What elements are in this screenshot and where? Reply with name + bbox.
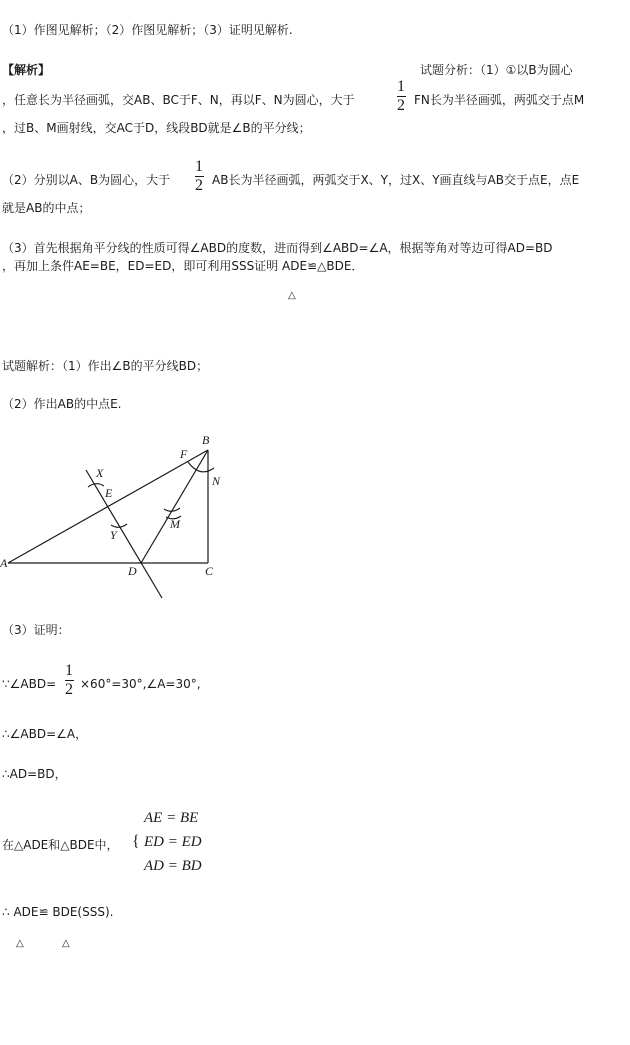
fraction-denominator: 2 — [65, 681, 73, 698]
proof-line2: ∴∠ABD=∠A， — [2, 727, 88, 741]
triangle-symbol: △ — [62, 938, 70, 949]
fraction-half — [62, 662, 76, 699]
p1-line1-a: ，任意长为半径画弧，交AB、BC于F、N，再以F、N为圆心，大于 — [2, 93, 355, 107]
proof-title: （3）证明： — [2, 623, 70, 637]
p1-line2: ，过B、M画射线，交AC于D，线段BD就是∠B的平分线； — [2, 121, 311, 135]
conclusion: ∴ ADE≌ BDE(SSS). — [2, 905, 114, 919]
system-brace: { — [132, 833, 140, 850]
label-X: X — [96, 466, 104, 480]
fraction-numerator: 1 — [195, 158, 203, 175]
label-Y: Y — [110, 528, 117, 542]
fraction-numerator: 1 — [397, 78, 405, 95]
p2-line1-b: AB长为半径画弧，两弧交于X、Y，过X、Y画直线与AB交于点E，点E — [212, 173, 580, 187]
proof-line3: ∴AD=BD， — [2, 767, 67, 781]
analysis-intro: 试题分析：（1）①以B为圆心 — [420, 63, 573, 77]
p1-line1-b: FN长为半径画弧，两弧交于点M — [414, 93, 585, 107]
segment-BD — [141, 450, 208, 563]
arc-at-B — [188, 462, 214, 472]
proof-line1-a: ∵∠ABD= — [2, 677, 57, 691]
system-row: AD = BD — [144, 858, 202, 874]
answer-line: （1）作图见解析；（2）作图见解析；（3）证明见解析. — [2, 23, 293, 37]
label-A: A — [0, 556, 8, 570]
p3-line1: （3）首先根据角平分线的性质可得∠ABD的度数，进而得到∠ABD=∠A，根据等角对等边可得AD=BD — [2, 241, 553, 255]
proof-line1-b: ×60°=30°,∠A=30°, — [80, 677, 201, 691]
label-M: M — [170, 517, 180, 531]
fraction-half — [394, 78, 408, 115]
label-N: N — [212, 474, 221, 488]
solution-title: 试题解析：（1）作出∠B的平分线BD； — [2, 359, 209, 373]
label-D: D — [128, 564, 137, 578]
fraction-denominator: 2 — [397, 97, 405, 114]
label-E: E — [105, 486, 113, 500]
stray-triangle: △ — [288, 290, 296, 301]
label-F: F — [180, 447, 188, 461]
proof-line4-lead: 在△ADE和△BDE中， — [2, 838, 119, 852]
solution-2: （2）作出AB的中点E. — [2, 397, 122, 411]
system-row: ED = ED — [144, 834, 202, 850]
geometry-figure — [0, 430, 260, 605]
p2-line2: 就是AB的中点； — [2, 201, 91, 215]
p2-line1-a: （2）分别以A、B为圆心，大于 — [2, 173, 171, 187]
system-row: AE = BE — [144, 810, 199, 826]
fraction-half — [192, 158, 206, 195]
analysis-heading: 【解析】 — [2, 63, 51, 77]
perpendicular-bisector-line — [86, 470, 162, 598]
label-B: B — [202, 433, 210, 447]
triangle-symbol: △ — [16, 938, 24, 949]
label-C: C — [205, 564, 214, 578]
fraction-numerator: 1 — [65, 662, 73, 679]
fraction-denominator: 2 — [195, 177, 203, 194]
p3-line2: ，再加上条件AE=BE，ED=ED，即可利用SSS证明 ADE≌△BDE． — [2, 259, 364, 273]
